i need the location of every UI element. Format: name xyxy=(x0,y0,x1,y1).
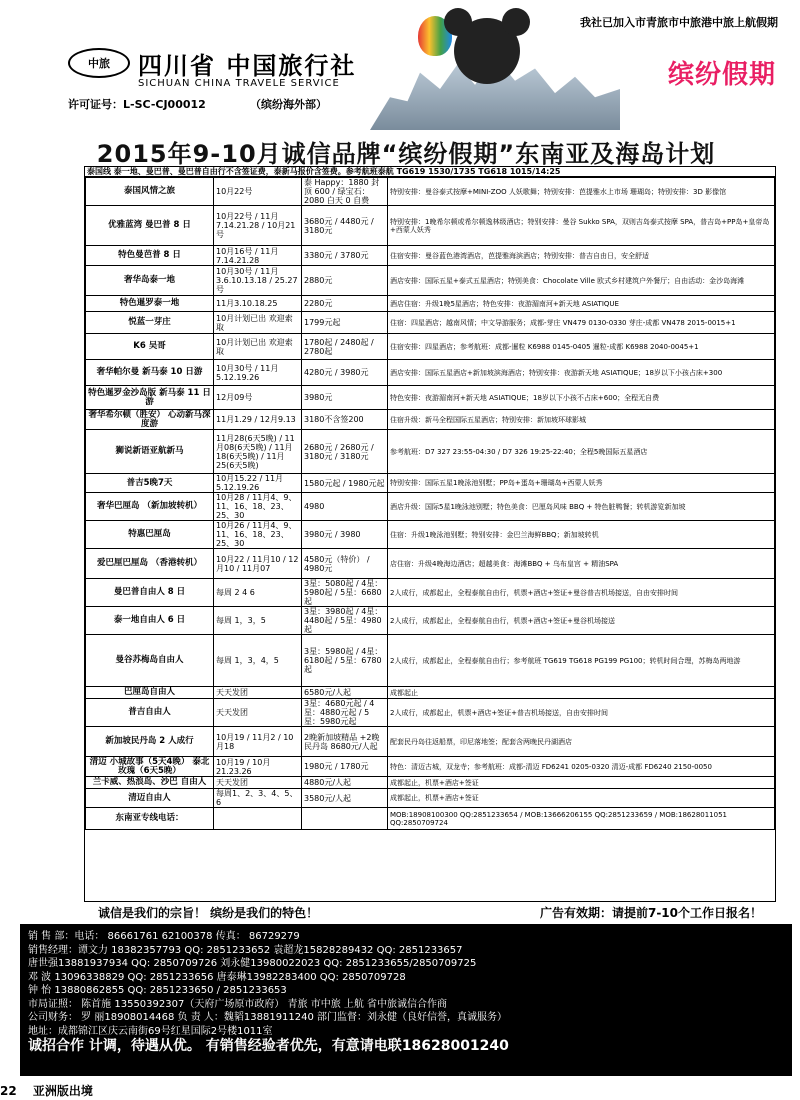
contact-line: 地址：成都锦江区庆云南街69号红星国际2号楼1011室 xyxy=(28,1025,273,1037)
table-row xyxy=(86,474,775,493)
company-name-english: SICHUAN CHINA TRAVELE SERVICE xyxy=(138,78,340,89)
contact-line: 销售经理：谭文力 18382357793 QQ: 2851233652 袁超龙15828289432 QQ: 2851233657 xyxy=(28,944,463,956)
tour-name: 奢华帕尔曼 新马泰 10 日游 xyxy=(86,360,214,386)
tour-price: 4880元/人起 xyxy=(302,777,388,789)
page-title: 2015年9-10月诚信品牌“缤纷假期”东南亚及海岛计划 xyxy=(96,140,716,168)
tour-name: 特色曼芭普 8 日 xyxy=(86,246,214,266)
tour-dates: 每周1、2、3、4、5、6 xyxy=(214,789,302,808)
tour-price: 3星：5980起 / 4星：6180起 / 5星：6780起 xyxy=(302,635,388,687)
tour-price-table xyxy=(84,166,776,902)
tour-name: 悦蓝一芽庄 xyxy=(86,312,214,334)
tour-price: 3380元 / 3780元 xyxy=(302,246,388,266)
tour-price: 泰 Happy：1880 封顶 600 / 绿宝石：2080 白天 0 自费 xyxy=(302,178,388,206)
contact-line: 钟 怡 13880862855 QQ: 2851233650 / 2851233653 xyxy=(28,985,287,996)
tour-price: 1780起 / 2480起 / 2780起 xyxy=(302,334,388,360)
mickey-mouse-image xyxy=(454,18,520,84)
tour-dates: 每周 2 4 6 xyxy=(214,579,302,607)
tour-name: 清迈 小城故事（5天4晚） 泰北玫瑰（6天5晚） xyxy=(86,757,214,777)
tour-price: 3星：3980起 / 4星：4480起 / 5星：4980起 xyxy=(302,607,388,635)
tagline-bar xyxy=(84,904,776,920)
tour-details: 酒店安排：国际五星酒店+新加坡滨海酒店；特别安排：夜游新天地 ASIATIQUE；18岁以下小孩占床+300 xyxy=(388,360,775,386)
tour-name: 特惠巴厘岛 xyxy=(86,521,214,549)
tour-details: 酒店住宿：升级1晚5星酒店；特色安排：夜游湄南河+新天地 ASIATIQUE xyxy=(388,296,775,312)
tour-dates: 11月3.10.18.25 xyxy=(214,296,302,312)
department-name: （缤纷海外部） xyxy=(250,98,327,111)
table-row xyxy=(86,360,775,386)
tour-price: 3星：5080起 / 4星：5980起 / 5星：6680起 xyxy=(302,579,388,607)
tour-details: 住宿安排：曼谷蓝色港湾酒店，芭提雅海滨酒店；特别安排：普吉自由日，安全舒适 xyxy=(388,246,775,266)
table-row xyxy=(86,206,775,246)
table-row xyxy=(86,687,775,699)
tour-name: 泰一地自由人 6 日 xyxy=(86,607,214,635)
tour-details: 特别安排：国际五星1晚泳池别墅；PP岛+蛋岛+珊瑚岛+西蒙人妖秀 xyxy=(388,474,775,493)
tour-price: 3680元 / 4480元 / 3180元 xyxy=(302,206,388,246)
tour-name: 奢华巴厘岛 （新加坡转机） xyxy=(86,493,214,521)
tour-dates: 10月30号 / 11月3.6.10.13.18 / 25.27号 xyxy=(214,266,302,296)
table-row xyxy=(86,521,775,549)
tour-dates: 11月28(6天5晚) / 11月08(6天5晚) / 11月18(6天5晚) / 11月25(6天5晚) xyxy=(214,430,302,474)
tour-name: 普吉5晚7天 xyxy=(86,474,214,493)
table-row xyxy=(86,549,775,579)
tour-price: 2晚新加坡精品 +2晚民丹岛 8680元/人起 xyxy=(302,727,388,757)
contact-line: 公司财务： 罗 丽18908014468 负 责 人：魏韬13881911240 部门监督：刘永健（良好信誉，真诚服务） xyxy=(28,1012,508,1023)
table-row xyxy=(86,699,775,727)
tour-details: 2人成行，成都起止，全程泰航自由行；参考航班 TG619 TG618 PG199 PG100；转机时间合理，苏梅岛两地游 xyxy=(388,635,775,687)
tour-dates: 天天发团 xyxy=(214,699,302,727)
table-row xyxy=(86,579,775,607)
table-row xyxy=(86,312,775,334)
tour-details: MOB:18908100300 QQ:2851233654 / MOB:13666206155 QQ:2851233659 / MOB:18628011051 QQ:2850709724 xyxy=(388,808,775,830)
tour-name: 兰卡威、热浪岛、沙巴 自由人 xyxy=(86,777,214,789)
tour-name: 优雅蓝湾 曼巴普 8 日 xyxy=(86,206,214,246)
tour-details: 住宿安排：四星酒店；参考航班：成都-暹粒 K6988 0145-0405 暹粒-成都 K6988 2040-0045+1 xyxy=(388,334,775,360)
tour-dates: 10月26 / 11月4、9、11、16、18、23、25、30 xyxy=(214,521,302,549)
tour-details: 特别安排：曼谷泰式按摩+MINI-ZOO 人妖歌舞；特别安排：芭提雅水上市场 珊瑚岛；特别安排：3D 影像馆 xyxy=(388,178,775,206)
tour-details: 参考航班：D7 327 23:55-04:30 / D7 326 19:25-22:40；全程5晚国际五星酒店 xyxy=(388,430,775,474)
recruitment-hotline: 诚招合作 计调，待遇从优。 有销售经验者优先，有意请电联18628001240 xyxy=(28,1038,509,1054)
tour-name: 曼巴普自由人 8 日 xyxy=(86,579,214,607)
tour-price: 3580元/人起 xyxy=(302,789,388,808)
license-number: 许可证号：L-SC-CJ00012 xyxy=(68,98,206,111)
tour-name: 巴厘岛自由人 xyxy=(86,687,214,699)
tour-name: 泰国风情之旅 xyxy=(86,178,214,206)
tour-details: 特色安排：夜游湄南河+新天地 ASIATIQUE；18岁以下小孩不占床+600；全程无自费 xyxy=(388,386,775,410)
tour-dates: 10月22 / 11月10 / 12月10 / 11月07 xyxy=(214,549,302,579)
tour-price xyxy=(302,808,388,830)
tour-name: 爱巴厘巴厘岛 （香港转机） xyxy=(86,549,214,579)
tour-price: 1980元 / 1780元 xyxy=(302,757,388,777)
tour-details: 酒店升级：国际5星1晚泳池别墅；特色美食：巴厘岛风味 BBQ + 特色脏鸭餐；转机游览新加坡 xyxy=(388,493,775,521)
table-row xyxy=(86,635,775,687)
page-number: 22 xyxy=(0,1084,17,1098)
table-row xyxy=(86,757,775,777)
table-row xyxy=(86,808,775,830)
tour-price: 2280元 xyxy=(302,296,388,312)
contact-lines xyxy=(28,930,784,1038)
tour-dates xyxy=(214,808,302,830)
tour-dates: 12月09号 xyxy=(214,386,302,410)
tour-details: 店住宿：升级4晚海边酒店；超越美食：海滩BBQ + 乌布皇宫 + 精油SPA xyxy=(388,549,775,579)
tour-price: 2880元 xyxy=(302,266,388,296)
table-header-note: 泰国线 泰一地、曼巴普、曼巴普自由行不含签证费，泰新马报价含签费。参考航班泰航 TG619 1530/1735 TG618 1015/14:25 xyxy=(85,167,775,177)
tour-dates: 10月30号 / 11月5.12.19.26 xyxy=(214,360,302,386)
tour-dates: 10月19 / 10月21.23.26 xyxy=(214,757,302,777)
tour-dates: 10月22号 / 11月7.14.21.28 / 10月21号 xyxy=(214,206,302,246)
tour-price: 6580元/人起 xyxy=(302,687,388,699)
tagline-validity: 广告有效期：请提前7-10个工作日报名！ xyxy=(539,906,762,920)
tour-table xyxy=(85,177,775,830)
tour-price: 3980元 xyxy=(302,386,388,410)
tour-dates: 10月28 / 11月4、9、11、16、18、23、25、30 xyxy=(214,493,302,521)
table-row xyxy=(86,777,775,789)
tour-dates: 10月计划已出 欢迎索取 xyxy=(214,334,302,360)
table-row xyxy=(86,430,775,474)
table-row xyxy=(86,789,775,808)
tour-details: 2人成行，成都起止，全程泰航自由行，机票+酒店+签证+曼谷普吉机场接送，自由安排时间 xyxy=(388,579,775,607)
brand-logo: 缤纷假期 xyxy=(668,60,777,90)
tour-price: 4580元（特价） / 4980元 xyxy=(302,549,388,579)
tour-name: 奢华岛泰一地 xyxy=(86,266,214,296)
table-row xyxy=(86,607,775,635)
tour-dates: 每周 1，3，5 xyxy=(214,607,302,635)
tour-details: 2人成行，成都起止，机票+酒店+签证+普吉机场接送，自由安排时间 xyxy=(388,699,775,727)
tour-name: 奢华希尔顿（胜安） 心动新马深度游 xyxy=(86,410,214,430)
tour-name: 新加坡民丹岛 2 人成行 xyxy=(86,727,214,757)
contact-line: 邓 波 13096338829 QQ: 2851233656 唐泰琳13982283400 QQ: 2850709728 xyxy=(28,971,406,983)
tour-details: 住宿：升级1晚泳池别墅；特别安排：金巴兰海鲜BBQ；新加坡转机 xyxy=(388,521,775,549)
table-row xyxy=(86,410,775,430)
tour-dates: 10月19 / 11月2 / 10月18 xyxy=(214,727,302,757)
table-row xyxy=(86,334,775,360)
tour-details: 特别安排：1晚希尔顿或希尔顿逸林级酒店；特别安排：曼谷 Sukko SPA，双则吉岛泰式按摩 SPA，普吉岛+PP岛+皇帝岛+西蒙人妖秀 xyxy=(388,206,775,246)
tour-name: 清迈自由人 xyxy=(86,789,214,808)
table-row xyxy=(86,246,775,266)
tour-details: 成都起止，机票+酒店+签证 xyxy=(388,777,775,789)
tour-name: 狮说新语亚航新马 xyxy=(86,430,214,474)
contact-line: 市局证照： 陈首施 13550392307（天府广场原市政府） 青旅 市中旅 上航 省中旅诚信合作商 xyxy=(28,998,448,1010)
contact-panel xyxy=(20,924,792,1076)
company-name: 四川省 中国旅行社 xyxy=(138,51,357,80)
tour-price: 3980元 / 3980 xyxy=(302,521,388,549)
tour-price: 3星：4680元起 / 4星：4880元起 / 5星：5980元起 xyxy=(302,699,388,727)
tour-name: 特色暹罗金沙岛版 新马泰 11 日游 xyxy=(86,386,214,410)
page-footer xyxy=(0,1082,400,1099)
tour-name: 曼谷苏梅岛自由人 xyxy=(86,635,214,687)
tagline-slogan: 诚信是我们的宗旨！ 缤纷是我们的特色！ xyxy=(98,906,319,920)
table-row xyxy=(86,178,775,206)
tour-price: 3180不含签200 xyxy=(302,410,388,430)
tour-dates: 每周 1，3，4，5 xyxy=(214,635,302,687)
tour-details: 酒店安排：国际五星+泰式五星酒店；特别美食：Chocolate Ville 欧式乡村建筑户外餐厅；自由活动：金沙岛海滩 xyxy=(388,266,775,296)
company-logo-icon: 中旅 xyxy=(68,48,130,78)
contact-line: 销 售 部：电话： 86661761 62100378 传真： 86729279 xyxy=(28,931,300,942)
tour-price: 4980 xyxy=(302,493,388,521)
magazine-name: 亚洲版出境 xyxy=(32,1084,93,1098)
tour-dates: 10月16号 / 11月7.14.21.28 xyxy=(214,246,302,266)
tour-dates: 10月22号 xyxy=(214,178,302,206)
table-row xyxy=(86,493,775,521)
tour-details: 特色：清迈古城，双龙寺；参考航班：成都-清迈 FD6241 0205-0320 清迈-成都 FD6240 2150-0050 xyxy=(388,757,775,777)
tour-details: 成都起止 xyxy=(388,687,775,699)
tour-name: 普吉自由人 xyxy=(86,699,214,727)
tour-price: 1580元起 / 1980元起 xyxy=(302,474,388,493)
partner-notice: 我社已加入市青旅市中旅港中旅上航假期 xyxy=(580,16,778,29)
tour-dates: 10月计划已出 欢迎索取 xyxy=(214,312,302,334)
tour-dates: 天天发团 xyxy=(214,687,302,699)
tour-details: 成都起止，机票+酒店+签证 xyxy=(388,789,775,808)
tour-name: 东南亚专线电话： xyxy=(86,808,214,830)
header-banner xyxy=(20,8,792,132)
table-row xyxy=(86,266,775,296)
table-row xyxy=(86,727,775,757)
tour-price: 2680元 / 2680元 / 3180元 / 3180元 xyxy=(302,430,388,474)
tour-details: 住宿升级：新马全程国际五星酒店；特别安排：新加坡环球影城 xyxy=(388,410,775,430)
table-row xyxy=(86,296,775,312)
tour-dates: 10月15.22 / 11月5.12.19.26 xyxy=(214,474,302,493)
tour-details: 配套民丹岛往返船票，印尼落地签；配套含两晚民丹湖酒店 xyxy=(388,727,775,757)
table-row xyxy=(86,386,775,410)
contact-line: 唐世强13881937934 QQ: 2850709726 刘永健13980022023 QQ: 2851233655/2850709725 xyxy=(28,958,477,969)
tour-name: 特色暹罗泰一地 xyxy=(86,296,214,312)
tour-dates: 天天发团 xyxy=(214,777,302,789)
tour-price: 1799元起 xyxy=(302,312,388,334)
tour-details: 2人成行，成都起止，全程泰航自由行，机票+酒店+签证+曼谷机场接送 xyxy=(388,607,775,635)
tour-dates: 11月1.29 / 12月9.13 xyxy=(214,410,302,430)
tour-price: 4280元 / 3980元 xyxy=(302,360,388,386)
tour-name: K6 吴哥 xyxy=(86,334,214,360)
tour-details: 住宿：四星酒店；越南风情；中文导游服务；成都-芽庄 VN479 0130-0330 芽庄-成都 VN478 2015-0015+1 xyxy=(388,312,775,334)
